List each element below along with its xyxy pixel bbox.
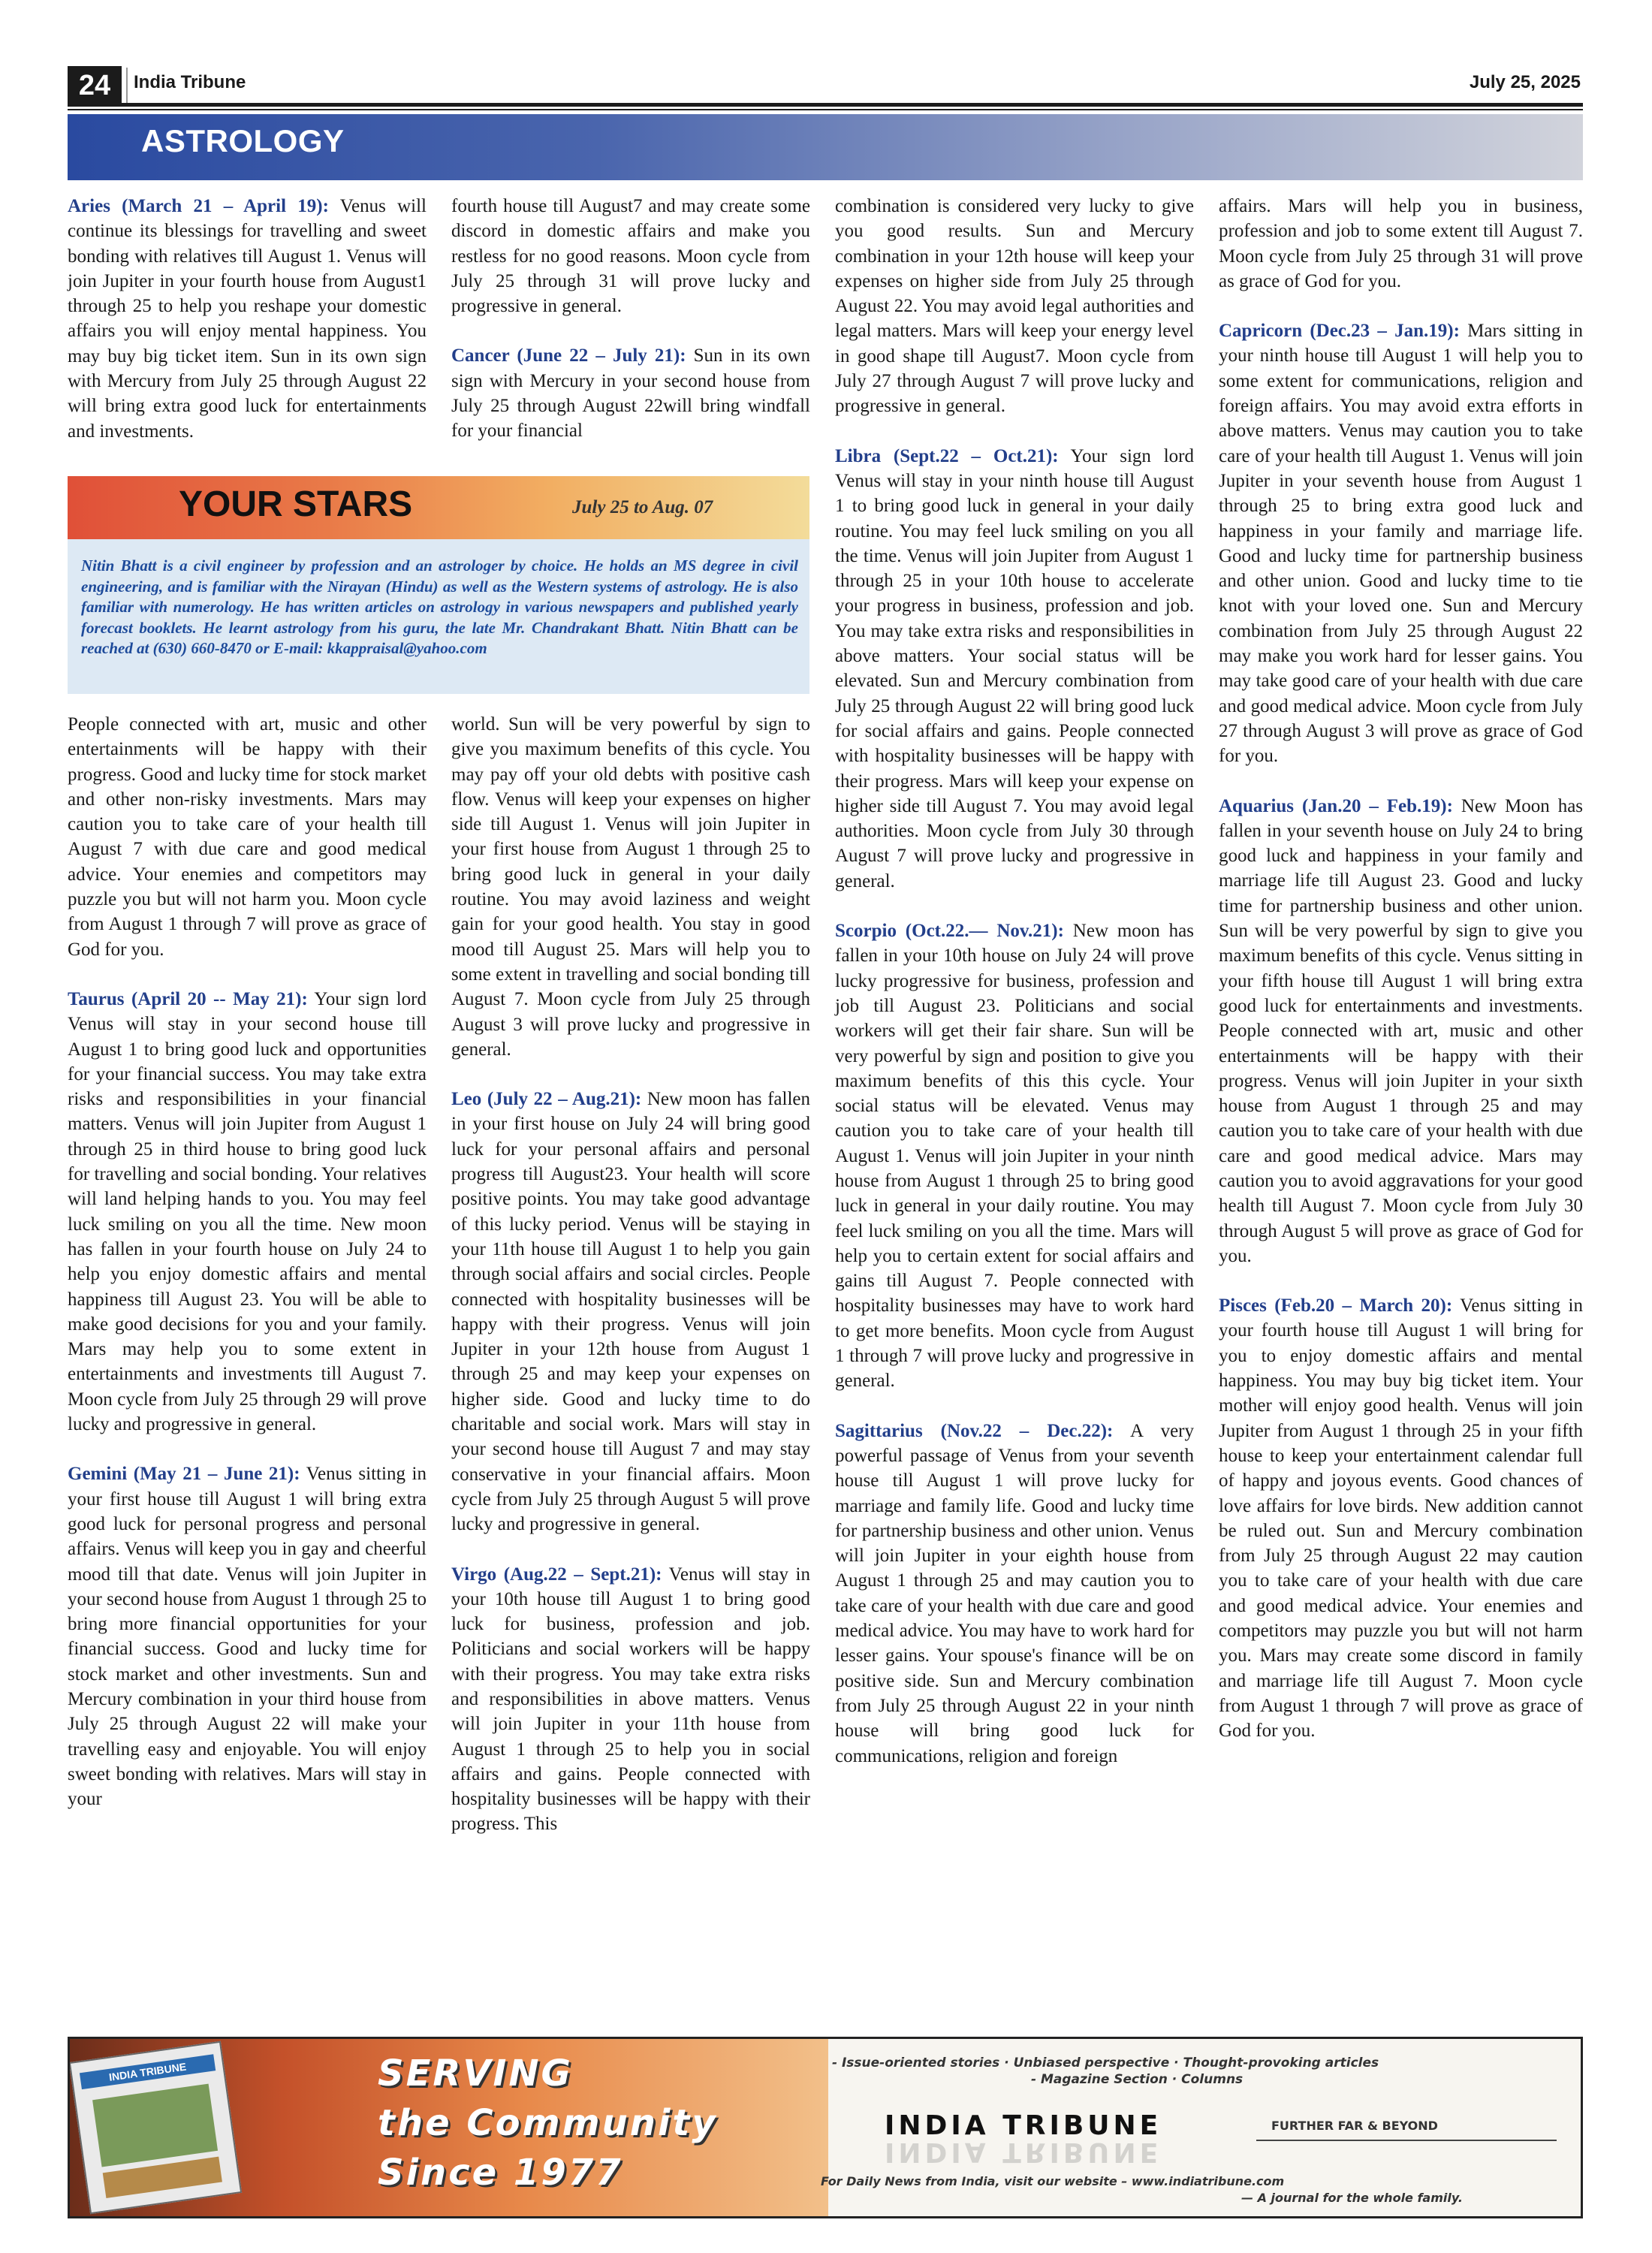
section-title: ASTROLOGY: [141, 123, 345, 158]
horoscope-scorpio: [835, 918, 1194, 1394]
india-tribune-ad[interactable]: [68, 2037, 1583, 2218]
ad-tagline: FURTHER FAR & BEYOND: [1271, 2119, 1438, 2133]
sign-text: Venus sitting in your first house till August 1 will bring extra good luck for personal progress and personal affairs. Venus will keep you in gay and cheerful mood till that date. Venus will join Jupiter in your second house from August 1 through 25 to bring more financial opportunities for your financial success. Good and lucky time for stock market and other investments. Sun and Mercury combination in your third house from July 25 through August 22 will make your travelling easy and enjoyable. You will enjoy sweet bonding with relatives. Mars will stay in your: [68, 1464, 427, 1810]
horoscope-cancer: [451, 343, 810, 443]
sign-heading: Gemini (May 21 – June 21):: [68, 1464, 300, 1485]
sign-text: A very powerful passage of Venus from your seventh house till August 1 will prove lucky for marriage and family life. Good and lucky time for partnership business and other union. Venus will join Jupiter in your eighth house from August 1 through 25 and may caution you to take care of your health with due care and good medical advice. You may have to work hard for lesser gains. Your spouse's finance will be on positive side. Sun and Mercury combination from July 25 through August 22 in your ninth house will bring good luck for communications, religion and foreign: [835, 1420, 1194, 1766]
issue-date: July 25, 2025: [1469, 72, 1581, 92]
column-1-bottom: [68, 712, 427, 1836]
column-1-top: [68, 194, 427, 469]
header-divider: [126, 68, 128, 104]
sign-heading: Libra (Sept.22 – Oct.21):: [835, 445, 1059, 466]
sign-text: Venus will continue its blessings for travelling and sweet bonding with relatives till August 1. Venus will join Jupiter in your fourth house from August1 through 25 to help you reshape your domestic affairs you will enjoy mental happiness. You may buy big ticket item. Sun in its own sign with Mercury from July 25 through August 22 will bring extra good luck for entertainments and investments.: [68, 196, 427, 442]
column-2-bottom: [451, 712, 810, 1862]
horoscope-virgo: [451, 1562, 810, 1837]
sign-text: Venus sitting in your fourth house till August 1 will bring for you to enjoy domestic affairs and mental happiness. You may buy big ticket item. Your mother will enjoy good health. Venus will join Jupiter from August 1 through 25 in your fifth house to keep your entertainment calendar full of happy and joyous events. Good chances of love affairs for love birds. New addition cannot be ruled out. Sun and Mercury combination from July 25 through August 22 may caution you to take care of your health with due care and good medical advice. Your enemies and competitors may puzzle you but will not harm you. Mars may create some discord in family and marriage life till August 7. Moon cycle from August 1 through 7 will prove as grace of God for you.: [1219, 1295, 1583, 1742]
publication-name: India Tribune: [134, 72, 246, 92]
sign-heading: Cancer (June 22 – July 21):: [451, 345, 686, 366]
your-stars-dates: July 25 to Aug. 07: [572, 497, 713, 517]
ad-brand-reflection: INDIA TRIBUNE: [885, 2137, 1162, 2167]
sign-text: Sun in its own sign with Mercury in your second house from July 25 through August 22will bring windfall for your financial: [451, 345, 810, 442]
sign-text: Venus will stay in your 10th house till August 1 to bring good luck for business, profession and job. Politicians and social workers will be happy with their progress. You may take extra risks and responsibilities in above matters. Venus will join Jupiter in your 11th house from August 1 through 25 to help you in social affairs and gains. People connected with hospitality businesses will be happy with their progress. This: [451, 1564, 810, 1835]
sign-text: combination is considered very lucky to give you good results. Sun and Mercury combination in your 12th house will keep your expenses on higher side from July 25 through August 22. You may avoid legal authorities and legal matters. Mars will keep your energy level in good shape till August7. Moon cycle from July 27 through August 7 will prove lucky and progressive in general.: [835, 196, 1194, 417]
horoscope-aries: [68, 194, 427, 444]
sign-heading: Capricorn (Dec.23 – Jan.19):: [1219, 321, 1460, 342]
newspaper-photo: [92, 2084, 218, 2167]
sign-heading: Aquarius (Jan.20 – Feb.19):: [1219, 795, 1453, 816]
sign-heading: Virgo (Aug.22 – Sept.21):: [451, 1564, 662, 1585]
sign-text: affairs. Mars will help you in business, profession and job to some extent till August 7. Moon cycle from July 25 through 31 will prove as grace of God for you.: [1219, 196, 1583, 291]
astrologer-bio: Nitin Bhatt is a civil engineer by profession and an astrologer by choice. He holds an MS degree in civil engineering, and is familiar with the Nirayan (Hindu) as well as the Western systems of astrology. He is also familiar with numerology. He has written articles on astrology in various newspapers and published yearly forecast booklets. He learnt astrology from his guru, the late Mr. Chandrakant Bhatt. Nitin Bhatt can be reached at (630) 660-8470 or E-mail: kkappraisal@yahoo.com: [81, 556, 798, 657]
sign-text: Mars sitting in your ninth house till August 1 will help you to some extent for communications, religion and foreign affairs. You may avoid extra efforts in above matters. Venus may caution you to take care of your health till August 1. Venus will join Jupiter in your seventh house from August 1 through 25 to bring extra good luck and happiness in your family and marriage life. Good and lucky time for partnership business and other union. Good and lucky time to tie knot with your loved one. Sun and Mercury combination from July 25 through August 22 may make you work hard for lesser gains. You may take good care of your health with due care and good medical advice. Moon cycle from July 27 through August 3 will prove as grace of God for you.: [1219, 321, 1583, 767]
newspaper-masthead: INDIA TRIBUNE: [80, 2054, 216, 2089]
horoscope-sagittarius-cont: [1219, 194, 1583, 294]
ad-headline-serving: SERVING: [378, 2052, 573, 2095]
ad-journal-tagline: — A journal for the whole family.: [1241, 2191, 1463, 2205]
ad-features-line1: - Issue-oriented stories · Unbiased perspective · Thought-provoking articles: [832, 2055, 1379, 2071]
sign-heading: Pisces (Feb.20 – March 20):: [1219, 1295, 1453, 1317]
column-3: [835, 194, 1194, 1793]
ad-brand-name: INDIA TRIBUNE: [885, 2110, 1162, 2141]
horoscope-sagittarius: [835, 1419, 1194, 1769]
sign-text: New moon has fallen in your 10th house on July 24 will prove lucky progressive for business, profession and job till August 23. Politicians and social workers will get their fair share. Sun will be very powerful by sign and position to give you maximum benefits of this this cycle. Your social status will be elevated. Venus may caution you to take care of your health till August 1. Venus will join Jupiter in your ninth house from August 1 through 25 to bring good luck in general in your daily routine. You may feel luck smiling on you all the time. Mars will help you to certain extent for social affairs and gains till August 7. People connected with hospitality businesses may have to work hard to get more benefits. Moon cycle from August 1 through 7 will prove lucky and progressive in general.: [835, 921, 1194, 1392]
horoscope-capricorn: [1219, 318, 1583, 768]
horoscope-cancer-cont: [451, 712, 810, 1062]
horoscope-leo: [451, 1087, 810, 1537]
header-rule: [68, 103, 1583, 107]
ad-tagline-rule: [1256, 2140, 1557, 2141]
sign-text: New Moon has fallen in your seventh house on July 24 to bring good luck and happiness in your family and marriage life till August 23. Good and lucky time for partnership business and other union. Sun will be very powerful by sign to give you maximum benefits of this cycle. Venus sitting in your fifth house till August 1 will bring extra good luck for entertainments and investments. People connected with art, music and other entertainments will be happy with their progress. Venus will join Jupiter in your sixth house from August 1 through 25 and may caution you to take care of your health with due care and good medical advice. Mars may caution you to avoid aggravations for your good health till August 7. Moon cycle from July 30 through August 5 will prove as grace of God for you.: [1219, 795, 1584, 1266]
ad-headline-since: Since 1977: [378, 2152, 623, 2194]
sign-heading: Sagittarius (Nov.22 – Dec.22):: [835, 1420, 1114, 1441]
column-2-top: [451, 194, 810, 469]
column-4: [1219, 194, 1583, 1769]
page-number: 24: [68, 66, 122, 105]
your-stars-title: YOUR STARS: [179, 484, 413, 524]
ad-website-link[interactable]: For Daily News from India, visit our website – www.indiatribune.com: [821, 2174, 1285, 2188]
horoscope-aries-cont: [68, 712, 427, 962]
sign-heading: Aries (March 21 – April 19):: [68, 196, 329, 216]
sign-heading: Leo (July 22 – Aug.21):: [451, 1089, 642, 1110]
sign-heading: Scorpio (Oct.22.— Nov.21):: [835, 921, 1064, 942]
header-rule-thin: [68, 109, 1583, 110]
newspaper-illustration: [69, 2041, 242, 2214]
sign-text: Your sign lord Venus will stay in your ninth house till August 1 to bring good luck in general in your daily routine. You may feel luck smiling on you all the time. Venus will join Jupiter from August 1 through 25 in your 10th house to accelerate your progress in business, profession and job. You may take extra risks and responsibilities in above matters. Your social status will be elevated. Sun and Mercury combination from July 25 through August 22 will bring good luck for social affairs and gains. People connected with hospitality businesses will be happy with their progress. Mars will keep your expense on higher side till August 7. You may avoid legal authorities. Moon cycle from July 30 through August 7 will prove lucky and progressive in general.: [835, 445, 1194, 891]
horoscope-aquarius: [1219, 794, 1583, 1269]
sign-text: world. Sun will be very powerful by sign to give you maximum benefits of this cycle. You may pay off your old debts with positive cash flow. Venus will keep your expenses on higher side till August 1. Venus will join Jupiter in your first house from August 1 through 25 to bring good luck in general in your daily routine. You may avoid laziness and weight gain for your good health. You stay in good mood till August 25. Mars will help you to some extent in travelling and social bonding till August 7. Moon cycle from July 25 through August 3 will prove lucky and progressive in general.: [451, 714, 810, 1060]
horoscope-libra: [835, 444, 1194, 894]
horoscope-gemini-cont: [451, 194, 810, 318]
horoscope-pisces: [1219, 1293, 1583, 1743]
horoscope-taurus: [68, 987, 427, 1437]
sign-text: Your sign lord Venus will stay in your second house till August 1 to bring good luck and opportunities for your financial success. You may take extra risks and responsibilities in your financial matters. Venus will join Jupiter from August 1 through 25 in third house to bring good luck for travelling and social bonding. Your relatives will land helping hands to you. You may feel luck smiling on you all the time. New moon has fallen in your fourth house on July 24 to help you enjoy domestic affairs and mental happiness till August 23. You will be able to make good decisions for you and your family. Mars may help you to some extent in entertainments and investments till August 7. Moon cycle from July 25 through 29 will prove lucky and progressive in general.: [68, 988, 427, 1435]
ad-features-line2: - Magazine Section · Columns: [1031, 2072, 1244, 2087]
horoscope-gemini: [68, 1461, 427, 1811]
horoscope-virgo-cont: [835, 194, 1194, 419]
ad-headline-community: the Community: [378, 2102, 718, 2144]
sign-text: People connected with art, music and other entertainments will be happy with their progress. Good and lucky time for stock market and other non-risky investments. Mars may caution you to take care of your health till August 7 with due care and good medical advice. Your enemies and competitors may puzzle you but will not harm you. Moon cycle from August 1 through 7 will prove as grace of God for you.: [68, 714, 427, 960]
sign-heading: Taurus (April 20 -- May 21):: [68, 988, 308, 1009]
sign-text: New moon has fallen in your first house on July 24 will bring good luck for your personal affairs and personal progress till August23. Your health will score positive points. You may take good advantage of this lucky period. Venus will be staying in your 11th house till August 1 to help you gain through social affairs and social circles. People connected with hospitality businesses will be happy with their progress. Venus will join Jupiter in your 12th house from August 1 through 25 and may keep your expenses on higher side. Good and lucky time to do charitable and social work. Mars will stay in your second house till August 7 and may stay conservative in your financial affairs. Moon cycle from July 25 through August 5 will prove lucky and progressive in general.: [451, 1089, 810, 1535]
sign-text: fourth house till August7 and may create some discord in domestic affairs and make you restless for no good reasons. Moon cycle from July 25 through 31 will prove lucky and progressive in general.: [451, 196, 810, 317]
